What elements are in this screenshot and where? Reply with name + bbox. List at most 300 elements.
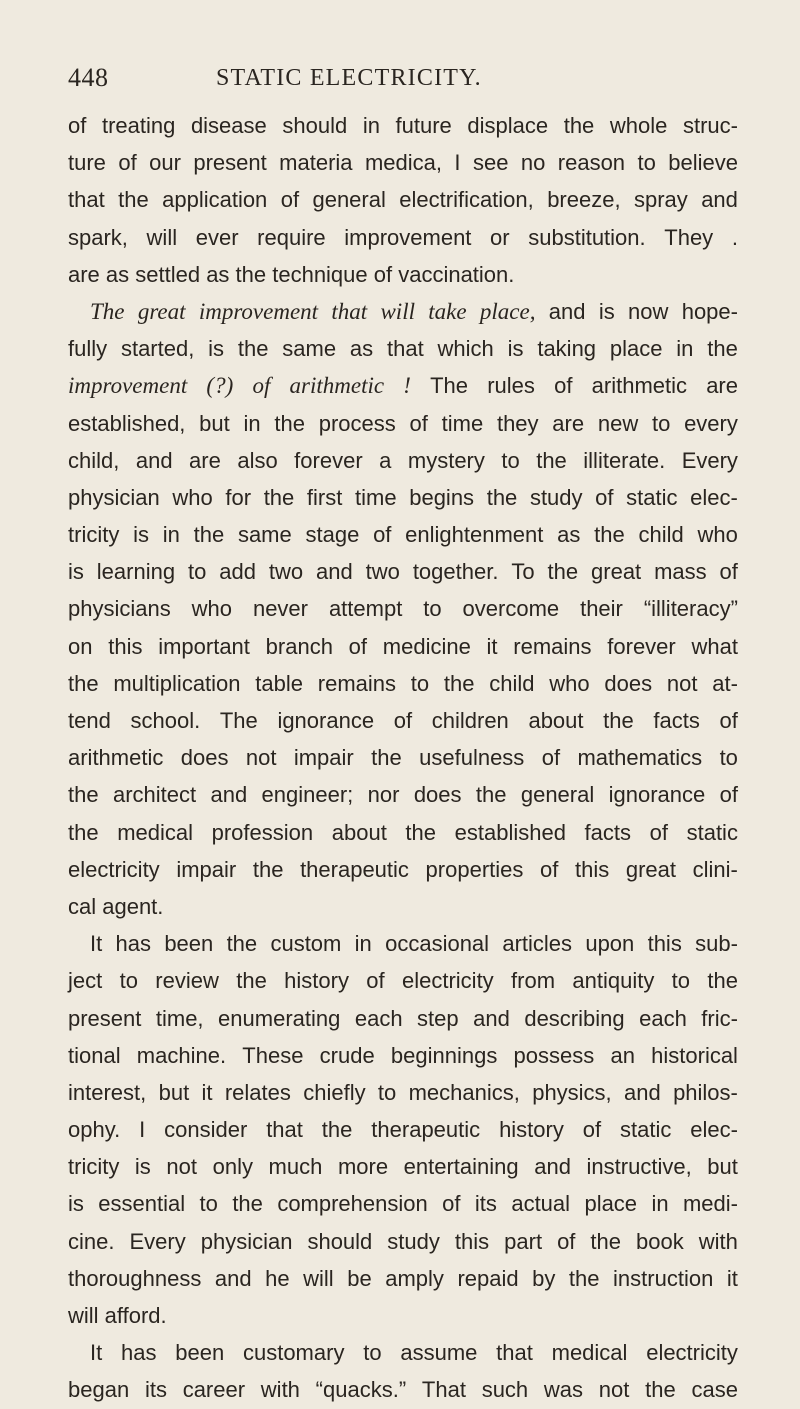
word: review — [155, 968, 219, 994]
word: ignorance — [277, 708, 375, 733]
word: same — [282, 336, 337, 362]
word: illiterate. — [583, 447, 666, 473]
word: physician — [200, 1228, 293, 1254]
word: To — [511, 559, 535, 585]
word: thoroughness — [68, 1265, 202, 1291]
word: static — [620, 1117, 672, 1143]
word: facts — [584, 819, 632, 845]
text-line — [68, 1223, 738, 1260]
word: their — [580, 596, 623, 622]
word: Every — [681, 447, 738, 473]
word: multiplication — [113, 670, 241, 696]
word: on — [68, 633, 93, 659]
text-line — [68, 739, 738, 776]
word: of — [554, 373, 573, 399]
word: medical — [551, 1340, 628, 1366]
word: part — [504, 1228, 543, 1254]
word: together. — [412, 559, 499, 585]
word: general — [520, 782, 595, 808]
word: They — [664, 224, 714, 250]
word: These — [242, 1042, 304, 1068]
word: (?) — [206, 373, 234, 399]
word: interest, — [68, 1079, 147, 1105]
word: established — [454, 819, 566, 845]
word: see — [472, 150, 509, 176]
word: not — [166, 1154, 197, 1180]
word: also — [237, 447, 278, 473]
word: spark, — [68, 224, 128, 250]
word: enumerating — [218, 1005, 341, 1031]
word: to — [187, 559, 207, 585]
word: to — [637, 150, 656, 176]
word: static — [626, 484, 678, 510]
word: to — [719, 745, 738, 771]
word: he — [265, 1265, 290, 1291]
word: began — [68, 1377, 130, 1403]
word: school. — [130, 708, 201, 733]
text-line — [68, 1297, 738, 1334]
word: forever — [607, 633, 676, 659]
word: an — [610, 1042, 635, 1068]
word: repaid — [457, 1265, 519, 1291]
text-line — [68, 405, 738, 442]
word: properties — [425, 856, 524, 882]
word: this — [575, 856, 610, 882]
word: and — [316, 559, 353, 585]
word: occasional — [385, 931, 490, 957]
word: present — [68, 1005, 142, 1031]
word: of — [280, 187, 300, 213]
text-line — [68, 1371, 738, 1408]
word: treating — [101, 113, 176, 138]
word: each — [639, 1005, 687, 1031]
word: of — [719, 559, 738, 585]
text-line — [68, 1037, 738, 1074]
word: and — [135, 447, 173, 473]
word: describing — [524, 1005, 625, 1031]
word: a — [379, 447, 392, 473]
word: should — [307, 1228, 373, 1254]
word: the — [486, 484, 518, 510]
word: children — [431, 708, 509, 733]
word: in — [243, 410, 261, 436]
word: antiquity — [572, 968, 655, 994]
word: the — [405, 819, 437, 845]
word: no — [520, 150, 546, 176]
word: essential — [98, 1191, 186, 1217]
word: of — [595, 484, 614, 510]
word: does — [604, 670, 653, 696]
word: has — [121, 1340, 157, 1366]
word: are — [706, 373, 738, 399]
word: by — [532, 1265, 556, 1291]
word: is — [507, 336, 524, 362]
word: is — [598, 298, 615, 324]
word: child — [489, 670, 535, 696]
word: arithmetic — [68, 745, 164, 771]
word: crude — [319, 1042, 375, 1068]
text-line — [68, 665, 738, 702]
word: but — [199, 410, 230, 436]
word: is — [68, 559, 84, 585]
word: cine. — [68, 1228, 115, 1254]
word: the — [263, 484, 295, 510]
word: the — [645, 1377, 676, 1403]
body-text — [68, 107, 738, 1409]
word: it — [486, 633, 498, 659]
word: actual — [511, 1191, 571, 1217]
text-line — [68, 1260, 738, 1297]
word: take — [428, 298, 467, 324]
word: That — [421, 1377, 466, 1403]
word: architect — [112, 782, 197, 808]
word: are — [189, 447, 221, 473]
word: the — [563, 113, 595, 138]
word: process — [318, 410, 396, 436]
text-line — [68, 181, 738, 218]
word: medicine — [382, 633, 471, 659]
word: nor — [367, 782, 400, 808]
word: has — [115, 931, 152, 957]
text-line — [68, 256, 738, 293]
word: improvement — [198, 298, 319, 324]
word: ophy. — [68, 1117, 121, 1143]
word: of — [540, 856, 559, 882]
word: engineer; — [261, 782, 354, 808]
word: the — [371, 745, 402, 771]
word: add — [219, 559, 256, 585]
word: ! — [403, 373, 411, 399]
word: believe — [668, 150, 738, 176]
word: to — [423, 596, 442, 622]
word: whole — [609, 113, 668, 138]
word: forever — [294, 447, 363, 473]
word: of — [409, 410, 428, 436]
word: of — [118, 150, 137, 176]
word: ject — [68, 968, 103, 994]
word: of — [393, 708, 413, 733]
word: history — [284, 968, 349, 994]
word: and — [701, 187, 738, 213]
word: ever — [195, 224, 239, 250]
word: and — [214, 1265, 252, 1291]
word: that — [331, 298, 368, 324]
word: first — [306, 484, 343, 510]
word: of — [541, 745, 561, 771]
word: rules — [487, 373, 535, 399]
word: established, — [68, 410, 186, 436]
word: relates — [224, 1079, 291, 1105]
word: the — [443, 670, 475, 696]
word: disease — [190, 113, 267, 138]
word: improvement — [344, 224, 472, 250]
word: study — [387, 1228, 440, 1254]
word: of — [649, 819, 668, 845]
word: therapeutic — [371, 1117, 481, 1143]
word: will — [380, 298, 415, 324]
word: place, — [479, 298, 536, 324]
word: in — [362, 113, 380, 138]
word: the — [68, 782, 99, 808]
word: the — [193, 522, 225, 548]
word: The — [90, 298, 125, 324]
word: enlightenment — [405, 522, 544, 548]
word: possess — [513, 1042, 595, 1068]
word: important — [158, 633, 250, 659]
word: to — [363, 1340, 382, 1366]
word: and — [548, 298, 586, 324]
word: physicians — [68, 596, 171, 622]
word: tricity — [68, 522, 120, 548]
text-line — [68, 330, 738, 367]
word: to — [410, 670, 430, 696]
word: who — [697, 522, 738, 548]
word: the — [594, 522, 625, 548]
word: been — [175, 1340, 225, 1366]
word: physics, — [532, 1079, 612, 1105]
word: mystery — [407, 447, 485, 473]
text-line — [68, 1074, 738, 1111]
word: to — [199, 1191, 218, 1217]
word: mechanics, — [408, 1079, 520, 1105]
word: will — [146, 224, 178, 250]
word: tend — [68, 708, 111, 733]
word: about — [331, 819, 387, 845]
word: such — [481, 1377, 529, 1403]
word: is — [208, 336, 225, 362]
word: history — [499, 1117, 564, 1143]
word: static — [686, 819, 738, 845]
word: future — [395, 113, 452, 138]
word: two — [365, 559, 400, 585]
word: medi- — [682, 1191, 738, 1217]
word: this — [647, 931, 682, 957]
word: customary — [242, 1340, 345, 1366]
text-line — [68, 628, 738, 665]
word: breeze, — [547, 187, 621, 213]
word: It — [90, 1340, 103, 1366]
word: machine. — [136, 1042, 227, 1068]
word: and — [534, 1154, 571, 1180]
word: ture — [68, 150, 106, 176]
word: time — [441, 410, 484, 436]
word: be — [347, 1265, 372, 1291]
text-line — [68, 776, 738, 813]
text-line — [68, 851, 738, 888]
word: fully — [68, 336, 108, 362]
word: “quacks.” — [315, 1377, 407, 1403]
word: of — [373, 522, 392, 548]
word: of — [252, 373, 271, 399]
word: much — [268, 1154, 323, 1180]
word: the — [568, 1265, 600, 1291]
text-segment: are as settled as the technique of vaccination. — [68, 261, 515, 287]
word: for — [225, 484, 252, 510]
word: the — [603, 708, 634, 733]
word: impair — [176, 856, 237, 882]
word: and — [473, 1005, 510, 1031]
word: attempt — [328, 596, 403, 622]
word: therapeutic — [300, 856, 409, 882]
word: comprehension — [277, 1191, 428, 1217]
word: that — [387, 336, 424, 362]
word: branch — [265, 633, 333, 659]
word: started, — [120, 336, 195, 362]
word: arithmetic — [591, 373, 687, 399]
word: in — [676, 336, 694, 362]
text-line — [68, 367, 738, 404]
word: the — [547, 559, 579, 585]
word: beginnings — [390, 1042, 498, 1068]
word: materia — [279, 150, 353, 176]
word: its — [474, 1191, 497, 1217]
word: is — [133, 522, 149, 548]
text-line — [68, 962, 738, 999]
word: to — [377, 1079, 397, 1105]
word: tricity — [68, 1154, 120, 1180]
text-line — [68, 516, 738, 553]
word: consider — [164, 1117, 248, 1143]
word: but — [158, 1079, 190, 1105]
word: medical — [117, 819, 194, 845]
word: the — [590, 1228, 622, 1254]
word: great — [137, 298, 186, 324]
word: custom — [270, 931, 342, 957]
word: The — [219, 708, 258, 733]
word: career — [182, 1377, 246, 1403]
word: each — [354, 1005, 403, 1031]
word: does — [180, 745, 229, 771]
word: improvement — [68, 373, 188, 399]
word: and — [210, 782, 248, 808]
word: time — [355, 484, 397, 510]
word: they — [496, 410, 539, 436]
word: are — [552, 410, 585, 436]
word: instructive, — [586, 1154, 692, 1180]
word: profession — [211, 819, 314, 845]
running-head: STATIC ELECTRICITY. — [216, 65, 482, 91]
word: of — [719, 782, 738, 808]
word: of — [366, 968, 385, 994]
word: of — [582, 1117, 602, 1143]
word: clini- — [692, 856, 738, 882]
word: book — [636, 1228, 684, 1254]
word: general — [312, 187, 386, 213]
word: never — [252, 596, 308, 622]
word: only — [212, 1154, 253, 1180]
word: who — [191, 596, 233, 622]
word: as — [349, 336, 374, 362]
word: the — [226, 931, 258, 957]
page-header — [68, 58, 728, 98]
word: not — [598, 1377, 630, 1403]
word: and — [624, 1079, 661, 1105]
word: that — [68, 187, 105, 213]
word: it — [201, 1079, 213, 1105]
word: time, — [155, 1005, 204, 1031]
word: ignorance — [608, 782, 706, 808]
text-line — [68, 442, 738, 479]
word: the — [536, 447, 567, 473]
word: impair — [293, 745, 354, 771]
word: more — [337, 1154, 389, 1180]
word: who — [172, 484, 213, 510]
word: hope- — [681, 298, 738, 324]
word: every — [684, 410, 738, 436]
word: what — [691, 633, 738, 659]
word: child — [638, 522, 684, 548]
word: mass — [654, 559, 707, 585]
word: which — [437, 336, 494, 362]
word: philos- — [673, 1079, 738, 1105]
word: tional — [68, 1042, 121, 1068]
word: our — [149, 150, 181, 176]
word: the — [274, 410, 305, 436]
word: electricity — [646, 1340, 738, 1366]
text-line — [68, 590, 738, 627]
word: that — [266, 1117, 303, 1143]
word: taking — [537, 336, 597, 362]
word: the — [707, 968, 738, 994]
word: to — [651, 410, 671, 436]
word: the — [475, 782, 507, 808]
text-line — [68, 1111, 738, 1148]
word: “illiteracy” — [643, 596, 738, 622]
word: new — [597, 410, 639, 436]
text-line — [68, 888, 738, 925]
word: elec- — [690, 484, 738, 510]
text-line — [68, 1000, 738, 1037]
word: in — [354, 931, 372, 957]
text-line — [68, 219, 738, 256]
word: chiefly — [303, 1079, 366, 1105]
word: medica, — [364, 150, 442, 176]
word: not — [245, 745, 277, 771]
word: amply — [385, 1265, 444, 1291]
word: this — [108, 633, 143, 659]
word: does — [413, 782, 462, 808]
text-line — [68, 925, 738, 962]
word: the — [68, 670, 99, 696]
word: who — [549, 670, 590, 696]
word: of — [68, 113, 87, 138]
text-line — [68, 144, 738, 181]
text-line — [68, 702, 738, 739]
word: electrification, — [399, 187, 534, 213]
word: The — [430, 373, 469, 399]
word: place — [609, 336, 663, 362]
word: the — [237, 336, 269, 362]
word: of — [557, 1228, 576, 1254]
word: or — [490, 224, 510, 250]
word: will — [303, 1265, 334, 1291]
word: step — [417, 1005, 459, 1031]
word: assume — [400, 1340, 478, 1366]
text-line — [68, 107, 738, 144]
word: it — [726, 1265, 738, 1291]
word: with — [698, 1228, 738, 1254]
word: child, — [68, 447, 120, 473]
word: require — [257, 224, 326, 250]
word: substitution. — [528, 224, 646, 250]
word: overcome — [462, 596, 560, 622]
word: the — [321, 1117, 353, 1143]
word: should — [282, 113, 348, 138]
text-segment: cal agent. — [68, 893, 164, 919]
word: electricity — [68, 856, 160, 882]
word: was — [543, 1377, 584, 1403]
word: displace — [467, 113, 549, 138]
